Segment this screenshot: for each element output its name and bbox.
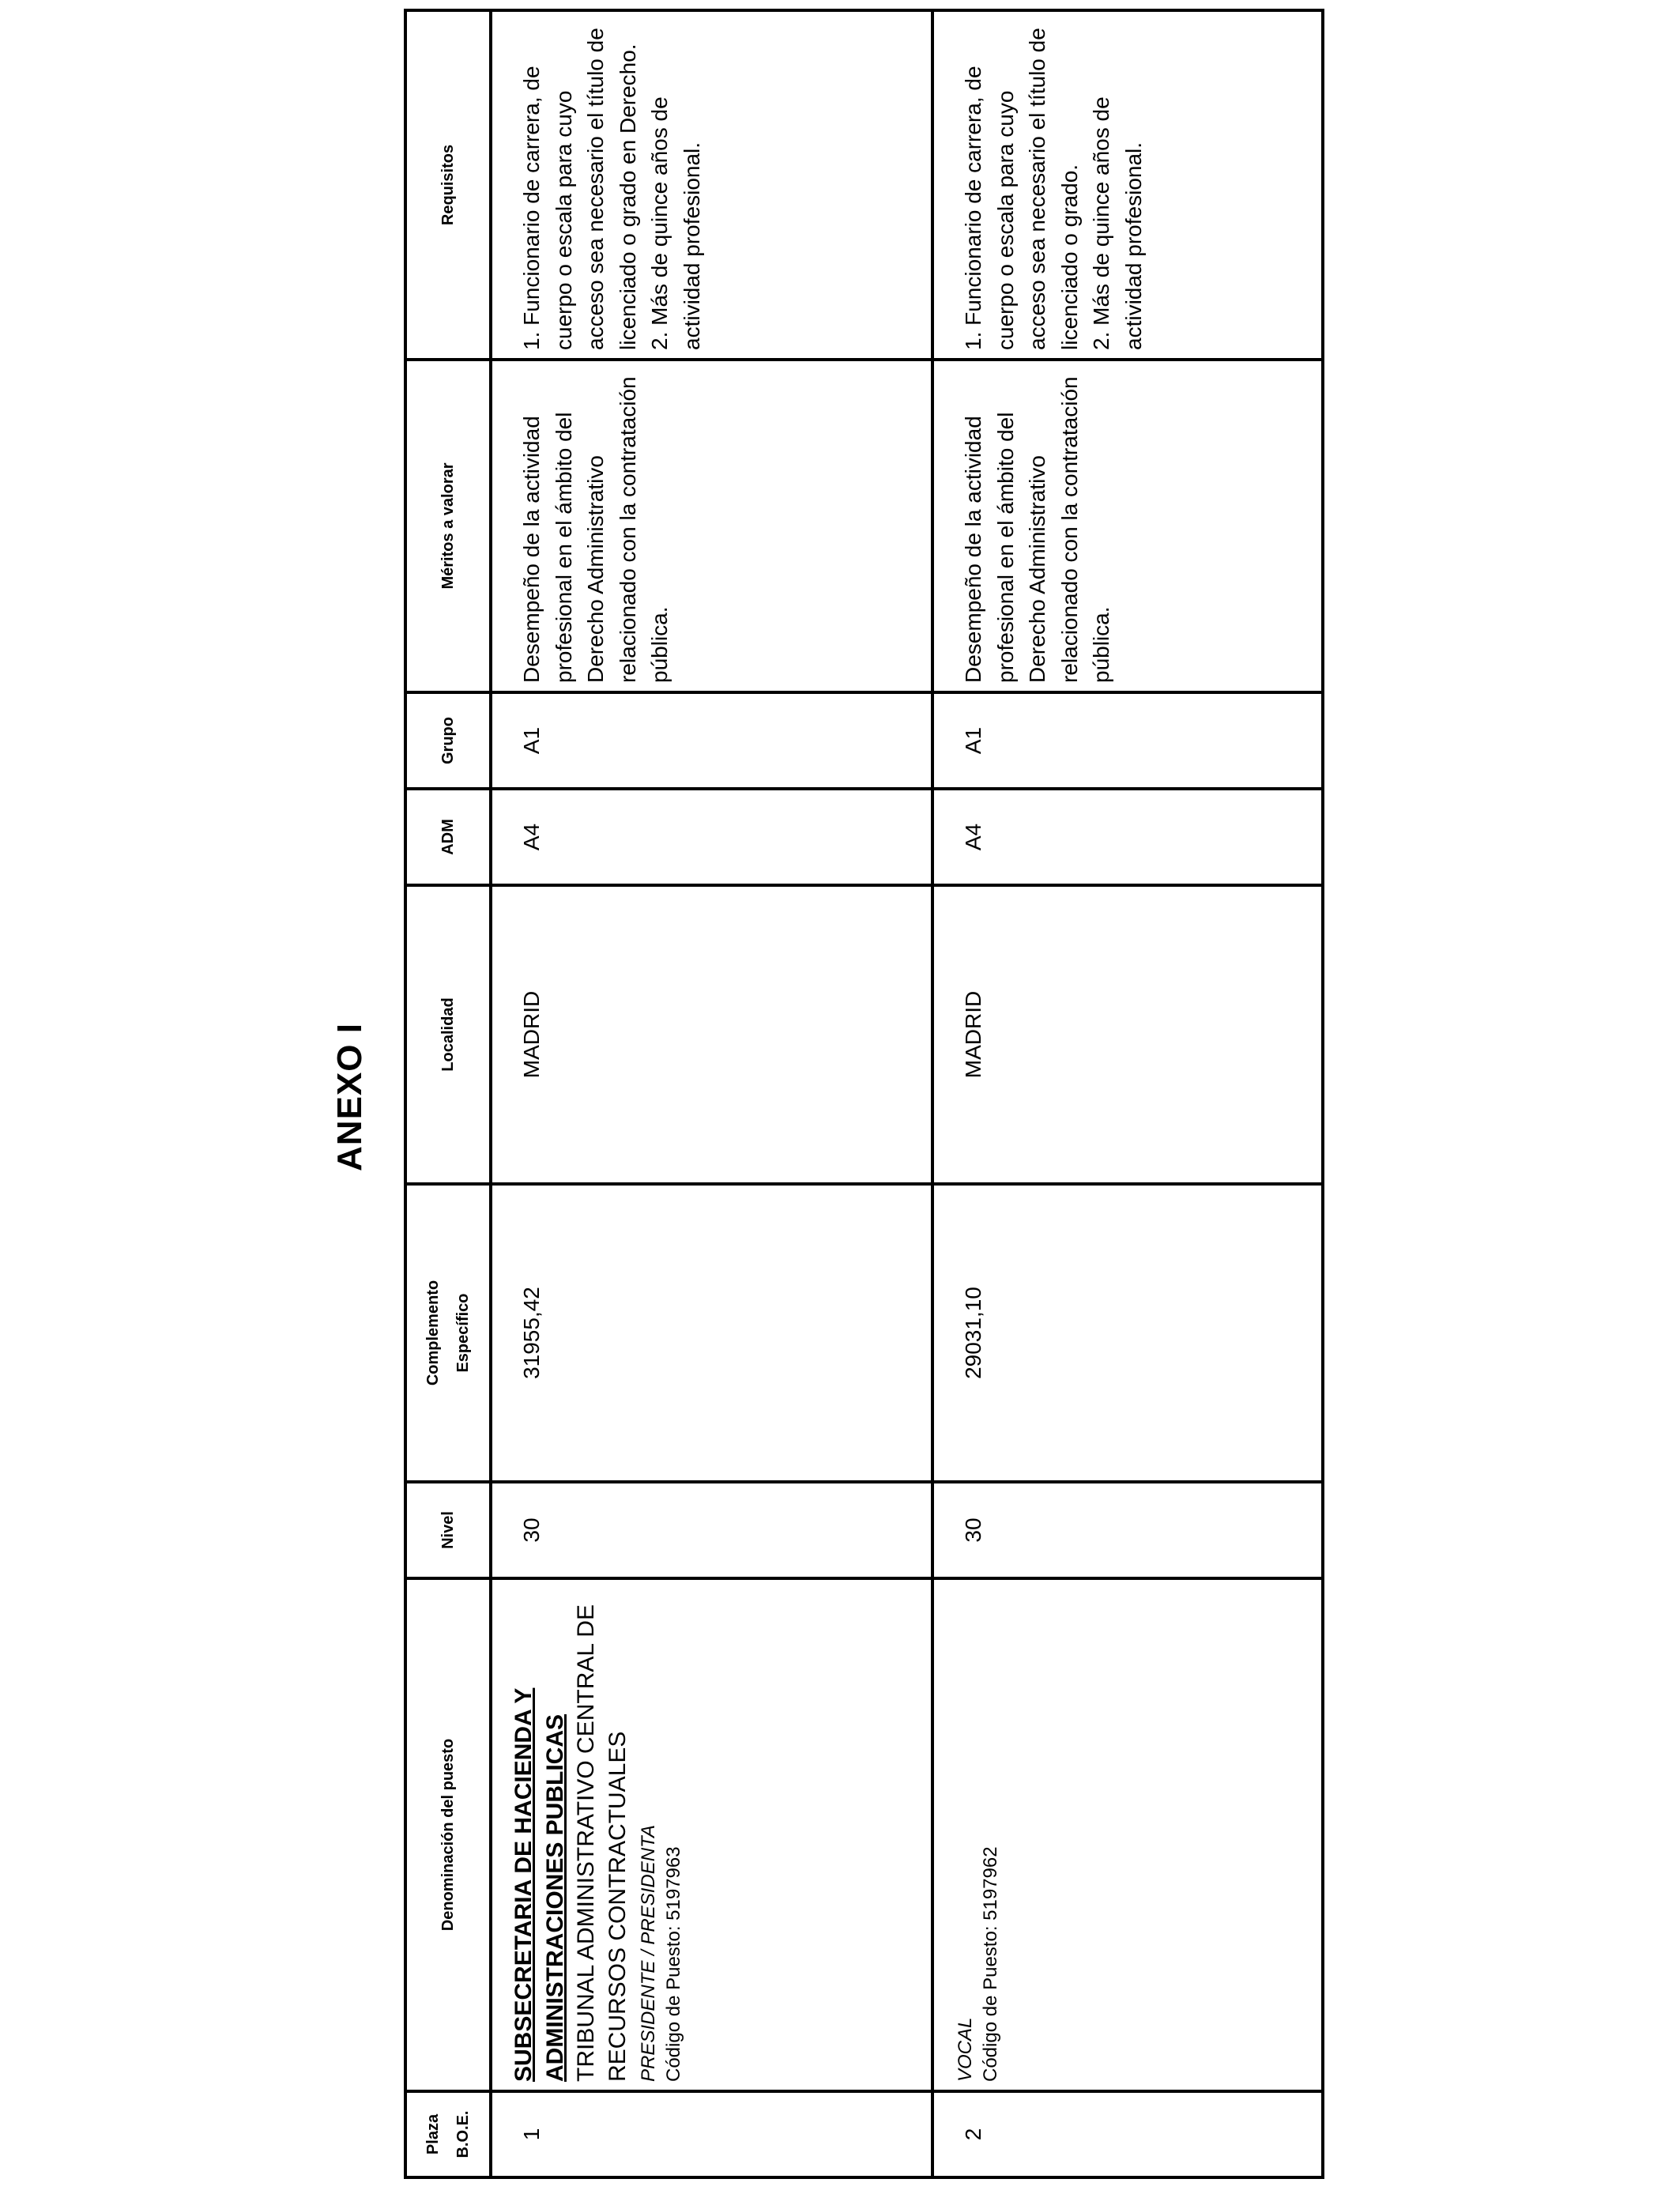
cell-denominacion	[932, 1578, 1323, 2091]
header-requisitos: Requisitos	[405, 10, 491, 360]
header-adm: ADM	[405, 789, 491, 885]
header-plaza: Plaza B.O.E.	[405, 2091, 491, 2177]
requisito-1: 1. Funcionario de carrera, de cuerpo o escala para cuyo acceso sea necesario el título de licenciado o grado en Derecho.	[519, 28, 640, 350]
unit-name: TRIBUNAL ADMINISTRATIVO CENTRAL DE RECURSOS CONTRACTUALES	[573, 1604, 631, 2082]
cell-adm: A4	[491, 789, 932, 885]
header-nivel: Nivel	[405, 1482, 491, 1578]
position-code: Código de Puesto: 5197962	[979, 1846, 1001, 2082]
cell-localidad: MADRID	[491, 885, 932, 1184]
cell-plaza: 1	[491, 2091, 932, 2177]
cell-meritos: Desempeño de la actividad profesional en el ámbito del Derecho Administrativo relacionado con la contratación pública.	[932, 360, 1323, 692]
header-meritos: Méritos a valorar	[405, 360, 491, 692]
requisito-2: 2. Más de quince años de actividad profesional.	[647, 96, 704, 350]
cell-requisitos	[932, 10, 1323, 360]
cell-requisitos	[491, 10, 932, 360]
header-localidad: Localidad	[405, 885, 491, 1184]
header-grupo: Grupo	[405, 692, 491, 789]
table-row	[932, 10, 1323, 2177]
cell-plaza: 2	[932, 2091, 1323, 2177]
requisito-2: 2. Más de quince años de actividad profesional.	[1089, 96, 1146, 350]
positions-table	[404, 9, 1324, 2179]
annex-title: ANEXO I	[330, 1023, 369, 1171]
cell-denominacion	[491, 1578, 932, 2091]
cell-adm: A4	[932, 789, 1323, 885]
position-name: PRESIDENTE / PRESIDENTA	[638, 1825, 660, 2082]
cell-complemento: 31955,42	[491, 1184, 932, 1482]
cell-nivel: 30	[491, 1482, 932, 1578]
position-name: VOCAL	[955, 2017, 976, 2082]
requisito-1: 1. Funcionario de carrera, de cuerpo o escala para cuyo acceso sea necesario el título de licenciado o grado.	[961, 28, 1082, 350]
cell-grupo: A1	[491, 692, 932, 789]
department-name: SUBSECRETARIA DE HACIENDA Y ADMINISTRACIONES PUBLICAS	[510, 1687, 568, 2082]
cell-grupo: A1	[932, 692, 1323, 789]
header-complemento: Complemento Específico	[405, 1184, 491, 1482]
position-code: Código de Puesto: 5197963	[663, 1846, 685, 2082]
cell-complemento: 29031,10	[932, 1184, 1323, 1482]
table-header-row	[405, 10, 491, 2177]
header-denominacion: Denominación del puesto	[405, 1578, 491, 2091]
table-row	[491, 10, 932, 2177]
cell-nivel: 30	[932, 1482, 1323, 1578]
cell-meritos: Desempeño de la actividad profesional en el ámbito del Derecho Administrativo relacionado con la contratación pública.	[491, 360, 932, 692]
cell-localidad: MADRID	[932, 885, 1323, 1184]
